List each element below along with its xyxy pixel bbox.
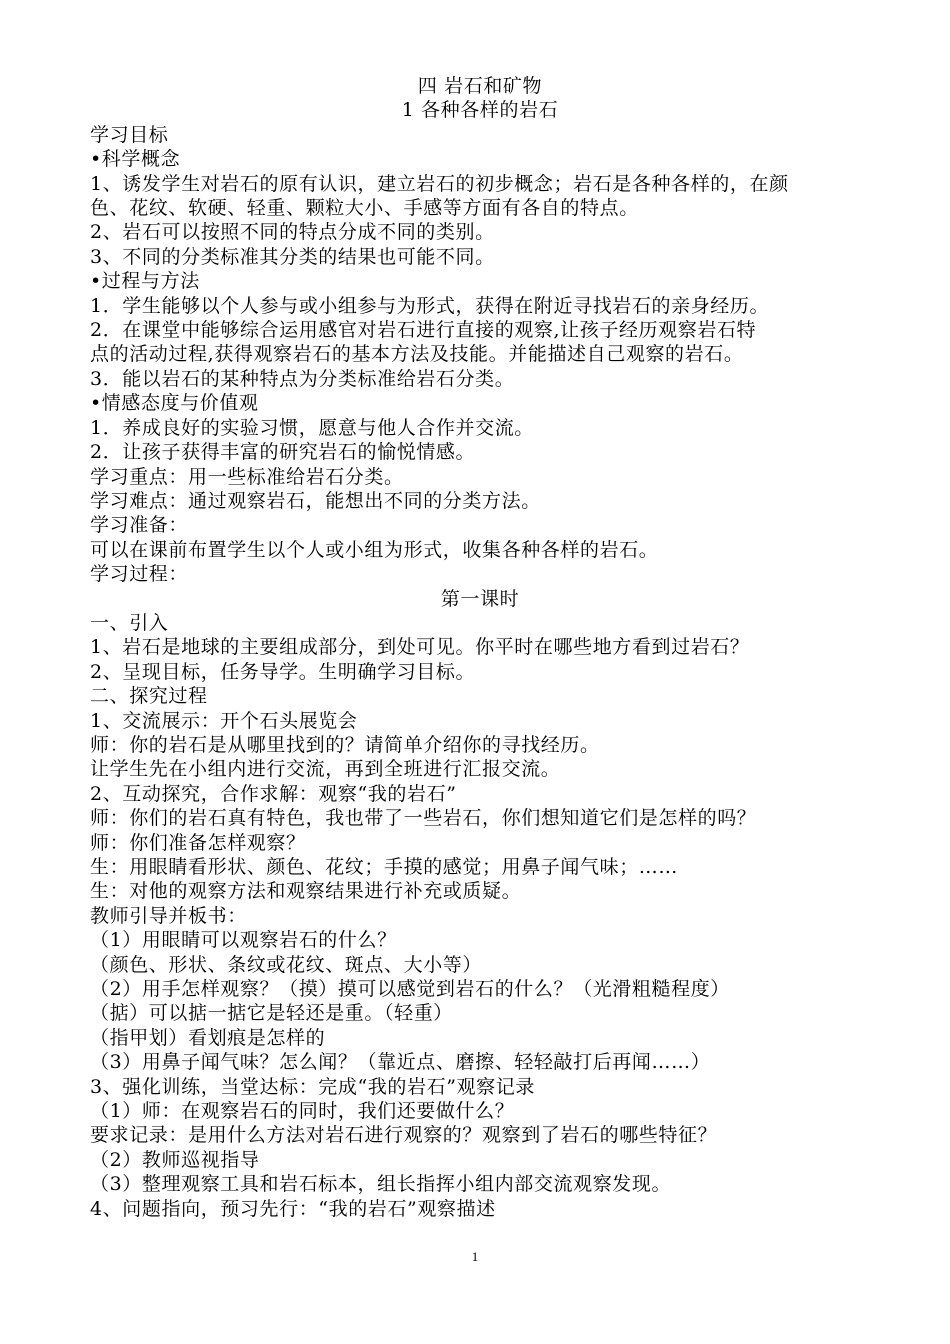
text-line: （颜色、形状、条纹或花纹、斑点、大小等）	[90, 953, 483, 976]
text-line: 1、岩石是地球的主要组成部分，到处可见。你平时在哪些地方看到过岩石？	[90, 636, 750, 659]
text-line: 1、交流展示：开个石头展览会	[90, 709, 358, 732]
text-line: 生：用眼睛看形状、颜色、花纹；手摸的感觉；用鼻子闻气味；……	[90, 856, 679, 878]
page-number: 1	[471, 1249, 479, 1264]
text-line: 2．在课堂中能够综合运用感官对岩石进行直接的观察,让孩子经历观察岩石特	[90, 319, 757, 342]
text-line: •情感态度与价值观	[90, 392, 259, 415]
text-line: （2）教师巡视指导	[90, 1148, 260, 1171]
text-line: 1、诱发学生对岩石的原有认识，建立岩石的初步概念；岩石是各种各样的，在颜	[90, 172, 789, 195]
text-line: 师：你们准备怎样观察？	[90, 831, 306, 854]
text-line: 2、岩石可以按照不同的特点分成不同的类别。	[90, 221, 495, 244]
text-line: 一、引入	[90, 611, 169, 634]
text-line: （1）师：在观察岩石的同时，我们还要做什么？	[90, 1100, 515, 1123]
text-line: •过程与方法	[90, 270, 200, 293]
text-line: （掂）可以掂一掂它是轻还是重。（轻重）	[90, 1002, 453, 1025]
text-line: 二、探究过程	[90, 685, 208, 708]
text-line: 4、问题指向，预习先行：“我的岩石”观察描述	[90, 1197, 496, 1220]
text-line: 师：你们的岩石真有特色，我也带了一些岩石，你们想知道它们是怎样的吗？	[90, 807, 757, 830]
text-line: 生：对他的观察方法和观察结果进行补充或质疑。	[90, 880, 522, 903]
text-line: 学习目标	[90, 123, 169, 146]
text-line: 3．能以岩石的某种特点为分类标准给岩石分类。	[90, 367, 515, 390]
text-line: 师：你的岩石是从哪里找到的？请简单介绍你的寻找经历。	[90, 733, 600, 756]
document-title: 四 岩石和矿物	[417, 75, 543, 97]
text-line: 2、互动探究，合作求解：观察“我的岩石”	[90, 782, 457, 805]
text-line: （3）用鼻子闻气味？怎么闻？（靠近点、磨擦、轻轻敲打后再闻……）	[90, 1051, 711, 1074]
text-line: （指甲划）看划痕是怎样的	[90, 1026, 326, 1049]
text-line: 1．养成良好的实验习惯，愿意与他人合作并交流。	[90, 416, 534, 439]
text-line: •科学概念	[90, 148, 181, 171]
text-line: 学习重点：用一些标准给岩石分类。	[90, 465, 404, 488]
process-section	[90, 611, 870, 1221]
objectives-section	[90, 123, 870, 587]
text-line: 3、不同的分类标准其分类的结果也可能不同。	[90, 245, 495, 268]
text-line: 学习准备：	[90, 514, 189, 537]
text-line: 学习过程：	[90, 563, 189, 586]
text-line: 可以在课前布置学生以个人或小组为形式，收集各种各样的岩石。	[90, 538, 659, 561]
document-subtitle: 1 各种各样的岩石	[401, 99, 559, 122]
text-line: （2）用手怎样观察？（摸）摸可以感觉到岩石的什么？（光滑粗糙程度）	[90, 978, 730, 1001]
text-line: 教师引导并板书：	[90, 904, 247, 927]
text-line: 色、花纹、软硬、轻重、颗粒大小、手感等方面有各自的特点。	[90, 197, 639, 220]
text-line: 3、强化训练，当堂达标：完成“我的岩石”观察记录	[90, 1075, 535, 1098]
text-line: 让学生先在小组内进行交流，再到全班进行汇报交流。	[90, 758, 561, 781]
text-line: 2、呈现目标，任务导学。生明确学习目标。	[90, 660, 476, 683]
text-line: 学习难点：通过观察岩石，能想出不同的分类方法。	[90, 489, 541, 512]
text-line: 1．学生能够以个人参与或小组参与为形式，获得在附近寻找岩石的亲身经历。	[90, 294, 770, 317]
text-line: 点的活动过程,获得观察岩石的基本方法及技能。并能描述自己观察的岩石。	[90, 343, 744, 366]
text-line: 2．让孩子获得丰富的研究岩石的愉悦情感。	[90, 441, 476, 464]
text-line: 要求记录：是用什么方法对岩石进行观察的？观察到了岩石的哪些特征？	[90, 1124, 718, 1147]
document-page	[90, 74, 870, 1221]
session-heading: 第一课时	[440, 587, 520, 610]
text-line: （3）整理观察工具和岩石标本，组长指挥小组内部交流观察发现。	[90, 1173, 672, 1196]
text-line: （1）用眼睛可以观察岩石的什么？	[90, 929, 397, 952]
